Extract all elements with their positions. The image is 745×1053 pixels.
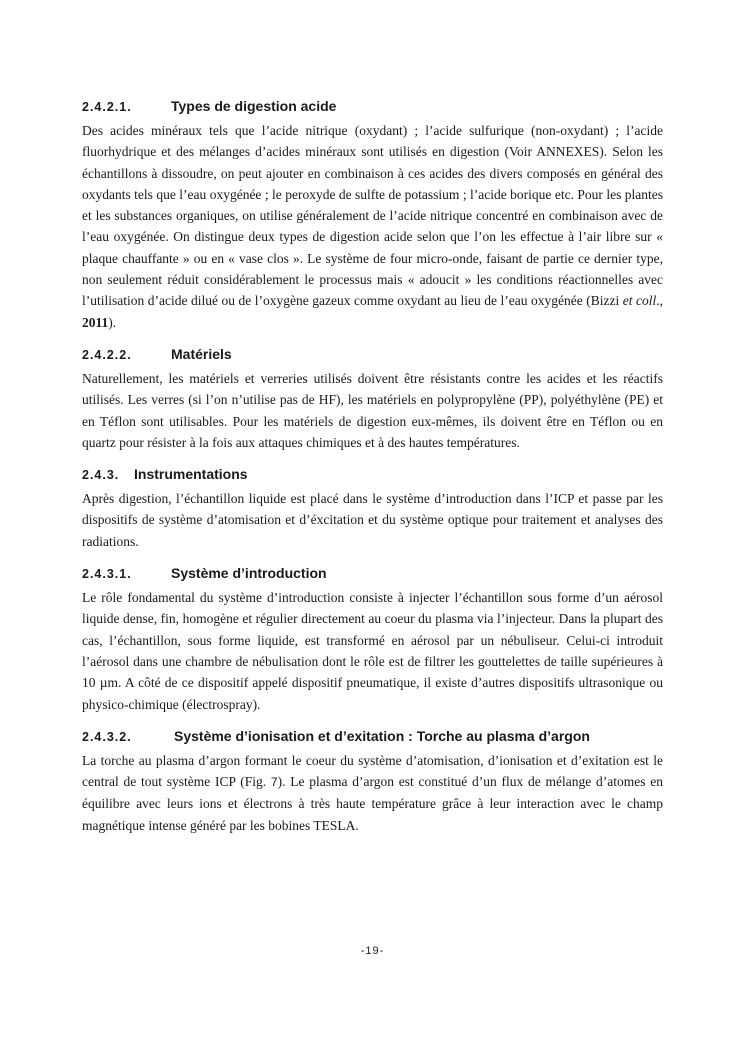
section-heading-torche-plasma xyxy=(82,726,663,747)
section-number: 2.4.3. xyxy=(82,468,120,483)
section-heading-types-digestion xyxy=(82,96,663,117)
paragraph-systeme-introduction: Le rôle fondamental du système d’introduction consiste à injecter l’échantillon sous forme d’un aérosol liquide dense, fin, homogène et régulier directement au coeur du plasma via l’injecteur. Dans la plupart des cas, l’échantillon, sous forme liquide, est transformé en aérosol par un nébuliseur. Celui-ci introduit l’aérosol dans une chambre de nébulisation dont le rôle est de filtrer les gouttelettes de taille supérieures à 10 µm. A côté de ce dispositif appelé dispositif pneumatique, il existe d’autres dispositifs ultrasonique ou physico-chimique (électrospray). xyxy=(82,590,663,712)
figure-reference: 7 xyxy=(270,775,278,790)
section-heading-materiels xyxy=(82,344,663,365)
section-number: 2.4.2.2. xyxy=(82,347,132,362)
paragraph-types-digestion: Des acides minéraux tels que l’acide nitrique (oxydant) ; l’acide sulfurique (non-oxydant) ; l’acide fluorhydrique et des mélanges d’acides minéraux sont utilisés en digestion (Voir ANNEXES). Selon les échantillons à dissoudre, on peut ajouter en combinaison à ces acides des divers composés en général des oxydants tels que l’eau oxygénée ; le peroxyde de sulfte de potassium ; l’acide borique etc. Pour les plantes et les substances organiques, on utilise généralement de l’acide nitrique concentré en combinaison avec de l’eau oxygénée. On distingue deux types de digestion acide selon que l’on les effectue à l’air libre sur « plaque chauffante » ou en « vase clos ». Le système de four micro-onde, faisant de partie ce dernier type, non seulement réduit considérablement le processus mais « adoucit » les conditions réactionnelles avec l’utilisation d’acide dilué ou de l’oxygène gazeux comme oxydant au lieu de l’eau oxygénée (Bizzi et coll., 2011). xyxy=(82,123,663,330)
page-number: -19- xyxy=(360,945,385,957)
section-title: Système d’ionisation et d’exitation : Torche au plasma d’argon xyxy=(174,727,590,744)
citation-year: 2011 xyxy=(82,314,109,330)
document-page xyxy=(82,96,663,847)
section-number: 2.4.2.1. xyxy=(82,100,132,114)
section-title: Matériels xyxy=(171,345,232,362)
section-heading-instrumentations xyxy=(82,464,663,485)
paragraph-materiels: Naturellement, les matériels et verreries utilisés doivent être résistants contre les acides et les réactifs utilisés. Les verres (si l’on n’utilise pas de HF), les matériels en polypropylène (PP), polyéthylène (PE) et en Téflon sont utilisables. Pour les matériels de digestion eux-mêmes, ils doivent être en Téflon ou en quartz pour résister à la fois aux attaques chimiques et à des hautes températures. xyxy=(82,370,663,450)
paragraph-torche-plasma: La torche au plasma d’argon formant le coeur du système d’atomisation, d’ionisation et d’exitation est le central de tout système ICP (Fig. 7). Le plasma d’argon est constitué d’un flux de mélange d’atomes en équilibre avec leurs ions et électrons à très haute température grâce à leur interaction avec le champ magnétique intense généré par les bobines TESLA. xyxy=(82,752,663,833)
section-title: Instrumentations xyxy=(134,466,248,483)
section-heading-systeme-introduction xyxy=(82,563,663,584)
section-number: 2.4.3.1. xyxy=(82,567,132,582)
section-number: 2.4.3.2. xyxy=(82,729,132,744)
section-title: Types de digestion acide xyxy=(171,98,337,114)
paragraph-instrumentations: Après digestion, l’échantillon liquide est placé dans le système d’introduction dans l’ICP et passe par les dispositifs de système d’atomisation et d’éxcitation et du système optique pour traitement et analyses des radiations. xyxy=(82,491,663,549)
section-title: Système d’introduction xyxy=(171,565,327,582)
citation-etal: et coll xyxy=(622,293,657,309)
